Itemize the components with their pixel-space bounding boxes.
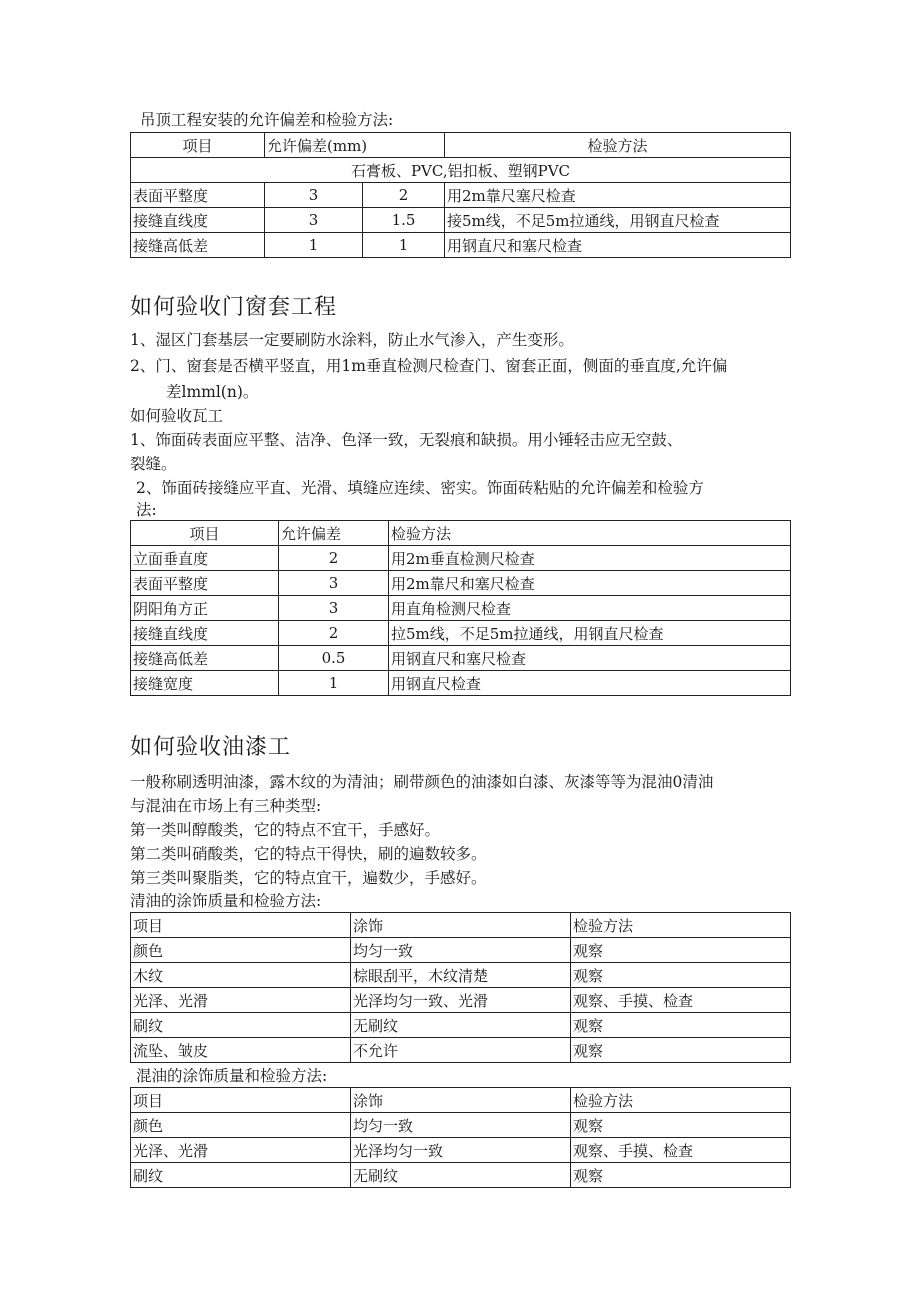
header-item: 项目 bbox=[131, 913, 351, 938]
table-row bbox=[131, 646, 791, 671]
table-row bbox=[131, 233, 791, 258]
cell-item: 光泽、光滑 bbox=[131, 988, 351, 1013]
cell-coating: 光泽均匀一致 bbox=[351, 1138, 571, 1163]
table-row bbox=[131, 671, 791, 696]
mixed-oil-table-caption: 混油的涂饰质量和检验方法: bbox=[136, 1067, 328, 1085]
cell-item: 阴阳角方正 bbox=[131, 596, 279, 621]
cell-coating: 均匀一致 bbox=[351, 1113, 571, 1138]
cell-coating: 无刷纹 bbox=[351, 1163, 571, 1188]
cell-method: 用2m垂直检测尺检查 bbox=[389, 546, 791, 571]
cell-item: 流坠、皱皮 bbox=[131, 1038, 351, 1063]
cell-method: 拉5m线，不足5m拉通线，用钢直尺检查 bbox=[389, 621, 791, 646]
table-row bbox=[131, 938, 791, 963]
header-method: 检验方法 bbox=[445, 133, 791, 158]
cell-item: 木纹 bbox=[131, 963, 351, 988]
cell-item: 接缝高低差 bbox=[131, 646, 279, 671]
cell-tol-a: 1 bbox=[265, 233, 363, 258]
cell-item: 刷纹 bbox=[131, 1163, 351, 1188]
cell-item: 刷纹 bbox=[131, 1013, 351, 1038]
table-subhead-row bbox=[131, 158, 791, 183]
header-method: 检验方法 bbox=[389, 521, 791, 546]
cell-coating: 棕眼刮平，木纹清楚 bbox=[351, 963, 571, 988]
cell-item: 接缝高低差 bbox=[131, 233, 265, 258]
table-header-row bbox=[131, 913, 791, 938]
cell-tolerance: 3 bbox=[279, 596, 389, 621]
table-row bbox=[131, 1038, 791, 1063]
cell-method: 接5m线，不足5m拉通线，用钢直尺检查 bbox=[445, 208, 791, 233]
paragraph-continuation: 裂缝。 bbox=[130, 455, 177, 473]
cell-method: 用2m靠尺和塞尺检查 bbox=[389, 571, 791, 596]
paragraph: 第二类叫硝酸类，它的特点干得快，刷的遍数较多。 bbox=[130, 845, 487, 863]
cell-tolerance: 1 bbox=[279, 671, 389, 696]
cell-method: 观察、手摸、检查 bbox=[571, 1138, 791, 1163]
header-coating: 涂饰 bbox=[351, 1088, 571, 1113]
paragraph: 2、饰面砖接缝应平直、光滑、填缝应连续、密实。饰面砖粘贴的允许偏差和检验方 bbox=[136, 479, 704, 497]
ceiling-table-caption: 吊顶工程安装的允许偏差和检验方法: bbox=[140, 111, 394, 129]
cell-method: 观察 bbox=[571, 963, 791, 988]
cell-tolerance: 0.5 bbox=[279, 646, 389, 671]
cell-method: 观察 bbox=[571, 1163, 791, 1188]
table-row bbox=[131, 621, 791, 646]
cell-tolerance: 2 bbox=[279, 621, 389, 646]
section-title-painting: 如何验收油漆工 bbox=[130, 735, 292, 760]
cell-method: 用钢直尺检查 bbox=[389, 671, 791, 696]
ceiling-tolerance-table bbox=[130, 132, 791, 258]
paragraph-continuation: 法: bbox=[136, 501, 157, 519]
header-tolerance: 允许偏差 bbox=[279, 521, 389, 546]
mixed-oil-quality-table bbox=[130, 1087, 791, 1188]
cell-method: 用钢直尺和塞尺检查 bbox=[389, 646, 791, 671]
cell-tol-b: 2 bbox=[363, 183, 445, 208]
cell-method: 观察 bbox=[571, 1013, 791, 1038]
cell-item: 接缝直线度 bbox=[131, 621, 279, 646]
section-title-tiling: 如何验收瓦工 bbox=[130, 407, 224, 425]
cell-item: 光泽、光滑 bbox=[131, 1138, 351, 1163]
tiling-tolerance-table bbox=[130, 520, 791, 696]
paragraph-continuation: 差lmml(n)。 bbox=[166, 383, 259, 401]
table-row bbox=[131, 1163, 791, 1188]
cell-method: 观察 bbox=[571, 938, 791, 963]
paragraph: 1、湿区门套基层一定要刷防水涂料，防止水气渗入，产生变形。 bbox=[130, 331, 574, 349]
header-method: 检验方法 bbox=[571, 1088, 791, 1113]
header-coating: 涂饰 bbox=[351, 913, 571, 938]
paragraph: 一般称刷透明油漆，露木纹的为清油；刷带颜色的油漆如白漆、灰漆等等为混油0清油 bbox=[130, 773, 714, 791]
cell-method: 用直角检测尺检查 bbox=[389, 596, 791, 621]
table-row bbox=[131, 1013, 791, 1038]
cell-tol-a: 3 bbox=[265, 208, 363, 233]
table-header-row bbox=[131, 1088, 791, 1113]
table-row bbox=[131, 546, 791, 571]
cell-item: 接缝宽度 bbox=[131, 671, 279, 696]
cell-coating: 光泽均匀一致、光滑 bbox=[351, 988, 571, 1013]
cell-item: 表面平整度 bbox=[131, 571, 279, 596]
table-row bbox=[131, 596, 791, 621]
cell-item: 接缝直线度 bbox=[131, 208, 265, 233]
paragraph: 第一类叫醇酸类，它的特点不宜干，手感好。 bbox=[130, 821, 441, 839]
table-row bbox=[131, 208, 791, 233]
cell-item: 立面垂直度 bbox=[131, 546, 279, 571]
paragraph: 2、门、窗套是否横平竖直，用1m垂直检测尺检查门、窗套正面，侧面的垂直度,允许偏 bbox=[130, 357, 728, 375]
paragraph-continuation: 与混油在市场上有三种类型: bbox=[130, 797, 322, 815]
header-item: 项目 bbox=[131, 1088, 351, 1113]
header-method: 检验方法 bbox=[571, 913, 791, 938]
cell-coating: 不允许 bbox=[351, 1038, 571, 1063]
cell-tol-b: 1 bbox=[363, 233, 445, 258]
table-row bbox=[131, 1113, 791, 1138]
cell-method: 观察 bbox=[571, 1113, 791, 1138]
header-item: 项目 bbox=[131, 133, 265, 158]
paragraph: 1、饰面砖表面应平整、洁净、色泽一致，无裂痕和缺损。用小锤轻击应无空鼓、 bbox=[130, 431, 683, 449]
cell-method: 观察、手摸、检查 bbox=[571, 988, 791, 1013]
material-subhead: 石膏板、PVC,铝扣板、塑钢PVC bbox=[131, 158, 791, 183]
table-header-row bbox=[131, 521, 791, 546]
section-title-door-window: 如何验收门窗套工程 bbox=[130, 295, 338, 320]
table-row bbox=[131, 1138, 791, 1163]
table-header-row bbox=[131, 133, 791, 158]
header-tolerance: 允许偏差(mm) bbox=[265, 133, 445, 158]
cell-tolerance: 2 bbox=[279, 546, 389, 571]
table-row bbox=[131, 963, 791, 988]
cell-method: 用钢直尺和塞尺检查 bbox=[445, 233, 791, 258]
cell-tol-b: 1.5 bbox=[363, 208, 445, 233]
cell-item: 颜色 bbox=[131, 938, 351, 963]
cell-item: 表面平整度 bbox=[131, 183, 265, 208]
clear-oil-table-caption: 清油的涂饰质量和检验方法: bbox=[130, 892, 322, 910]
cell-method: 用2m靠尺塞尺检查 bbox=[445, 183, 791, 208]
cell-tolerance: 3 bbox=[279, 571, 389, 596]
cell-method: 观察 bbox=[571, 1038, 791, 1063]
cell-coating: 均匀一致 bbox=[351, 938, 571, 963]
cell-coating: 无刷纹 bbox=[351, 1013, 571, 1038]
clear-oil-quality-table bbox=[130, 912, 791, 1063]
table-row bbox=[131, 571, 791, 596]
header-item: 项目 bbox=[131, 521, 279, 546]
table-row bbox=[131, 988, 791, 1013]
paragraph: 第三类叫聚脂类，它的特点宜干，遍数少，手感好。 bbox=[130, 869, 487, 887]
cell-tol-a: 3 bbox=[265, 183, 363, 208]
table-row bbox=[131, 183, 791, 208]
cell-item: 颜色 bbox=[131, 1113, 351, 1138]
